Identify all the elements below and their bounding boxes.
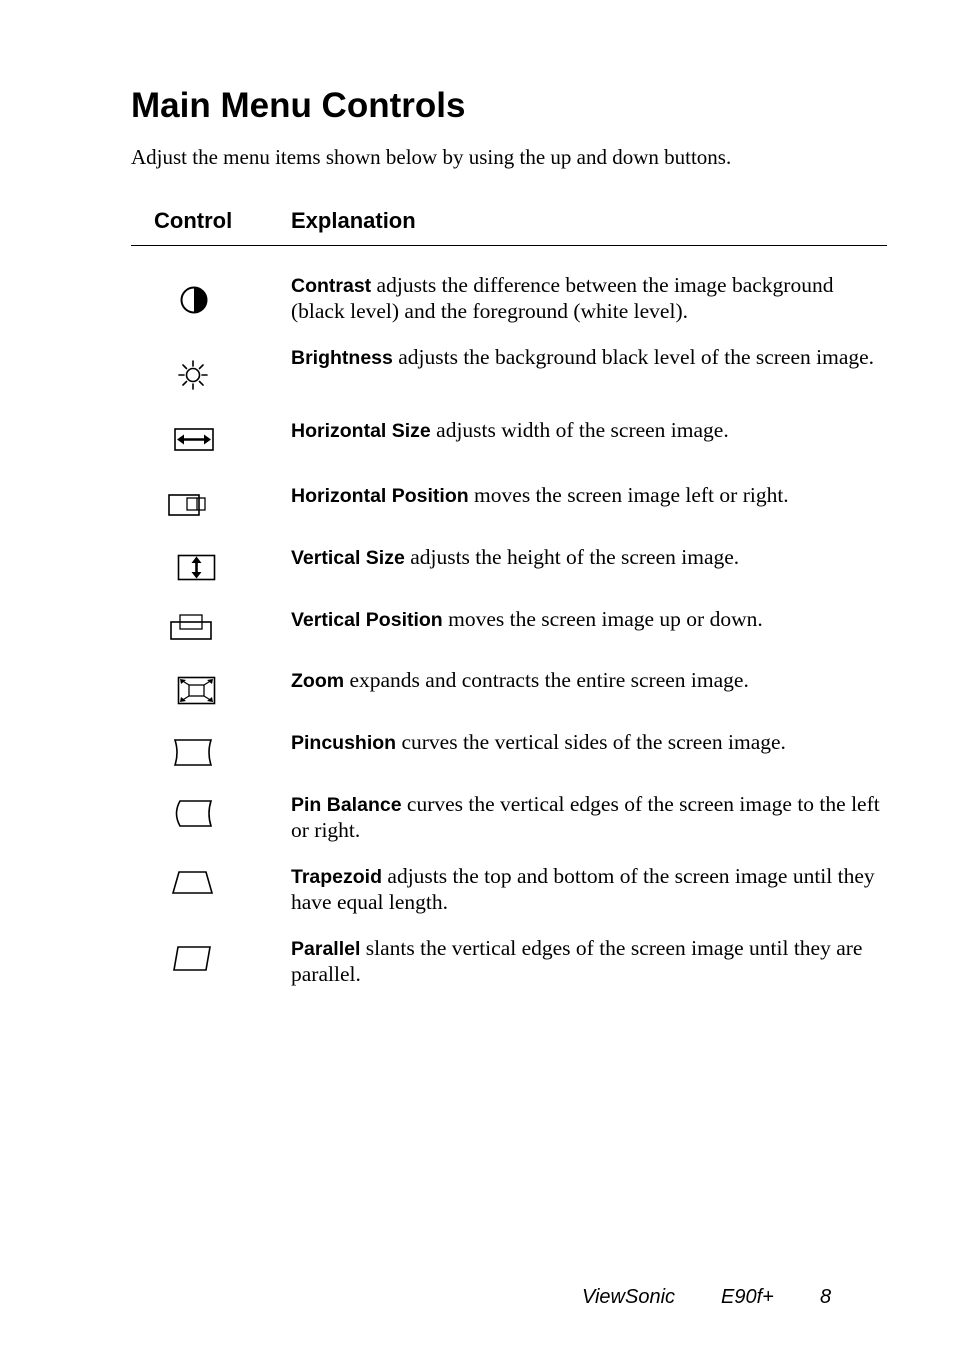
pincushion-icon [172, 738, 214, 768]
term-label: Horizontal Position [291, 485, 469, 507]
list-item-horizontal-position [291, 483, 881, 509]
zoom-icon [177, 676, 217, 706]
explanation-text: moves the screen image left or right. [468, 483, 789, 507]
header-divider [131, 245, 887, 246]
term-label: Parallel [291, 938, 361, 960]
footer-page-number: 8 [820, 1286, 832, 1308]
list-item-horizontal-size [291, 418, 881, 444]
explanation-text: adjusts the height of the screen image. [404, 545, 740, 569]
footer-model: E90f+ [721, 1286, 774, 1308]
term-label: Pincushion [291, 732, 397, 754]
explanation-text: expands and contracts the entire screen image. [344, 668, 749, 692]
list-item-pin-balance [291, 792, 881, 842]
intro-text: Adjust the menu items shown below by using the up and down buttons. [131, 145, 732, 169]
term-label: Vertical Position [291, 609, 443, 631]
term-label: Contrast [291, 275, 372, 297]
list-item-pincushion [291, 730, 881, 756]
list-item-brightness [291, 345, 881, 371]
term-label: Vertical Size [291, 547, 405, 569]
explanation-text: curves the vertical edges of the screen image to the left or right. [291, 792, 880, 842]
trapezoid-icon [171, 870, 215, 896]
explanation-text: adjusts the top and bottom of the screen image until they have equal length. [291, 864, 875, 914]
explanation-text: moves the screen image up or down. [442, 607, 763, 631]
term-label: Horizontal Size [291, 420, 431, 442]
term-label: Pin Balance [291, 794, 402, 816]
column-header-control: Control [154, 208, 233, 233]
brightness-icon [177, 359, 209, 391]
list-item-zoom [291, 668, 881, 694]
term-label: Trapezoid [291, 866, 383, 888]
explanation-text: adjusts width of the screen image. [430, 418, 729, 442]
list-item-contrast [291, 273, 881, 323]
contrast-icon [179, 285, 209, 315]
list-item-vertical-position [291, 607, 881, 633]
explanation-text: curves the vertical sides of the screen image. [396, 730, 786, 754]
explanation-text: slants the vertical edges of the screen image until they are parallel. [291, 936, 863, 986]
page-title: Main Menu Controls [131, 86, 466, 125]
column-header-explanation: Explanation [291, 208, 416, 233]
footer-brand: ViewSonic [582, 1286, 676, 1308]
explanation-text: adjusts the background black level of the screen image. [392, 345, 875, 369]
pin-balance-icon [172, 799, 214, 829]
list-item-parallel [291, 936, 881, 986]
term-label: Brightness [291, 347, 393, 369]
horizontal-position-icon [167, 493, 209, 517]
term-label: Zoom [291, 670, 345, 692]
explanation-text: adjusts the difference between the image background (black level) and the foreground (white level). [291, 273, 834, 323]
vertical-size-icon [177, 554, 217, 582]
list-item-trapezoid [291, 864, 881, 914]
list-item-vertical-size [291, 545, 881, 571]
vertical-position-icon [169, 613, 213, 641]
horizontal-size-icon [174, 428, 214, 452]
parallel-icon [171, 945, 213, 973]
